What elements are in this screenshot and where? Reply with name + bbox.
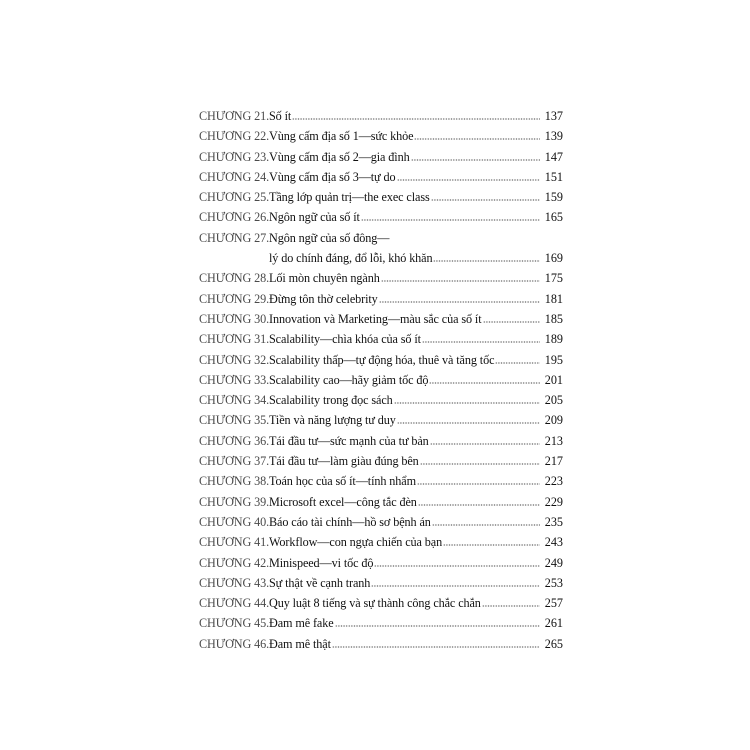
chapter-title: Ngôn ngữ của số đông— <box>269 230 390 245</box>
toc-entry <box>199 410 563 430</box>
page-number: 217 <box>544 454 563 469</box>
dot-leader <box>397 416 540 424</box>
toc-entry <box>199 147 563 167</box>
dot-leader <box>411 153 540 161</box>
dot-leader <box>420 457 540 465</box>
table-of-contents <box>199 106 563 654</box>
toc-entry <box>199 492 563 512</box>
chapter-number: CHƯƠNG 40. <box>199 514 270 529</box>
chapter-number: CHƯƠNG 26. <box>199 210 270 225</box>
dot-leader <box>394 396 540 404</box>
page-number: 147 <box>544 149 563 164</box>
toc-entry <box>199 106 563 126</box>
toc-entry <box>199 207 563 227</box>
chapter-title: Báo cáo tài chính—hồ sơ bệnh án <box>269 514 431 529</box>
toc-entry <box>199 532 563 552</box>
page-number: 165 <box>544 210 563 225</box>
chapter-number: CHƯƠNG 27. <box>199 230 270 245</box>
chapter-number: CHƯƠNG 30. <box>199 311 270 326</box>
page-number: 159 <box>544 190 563 205</box>
chapter-number: CHƯƠNG 36. <box>199 433 270 448</box>
dot-leader <box>431 193 540 201</box>
dot-leader <box>418 498 540 506</box>
page-number: 201 <box>544 372 563 387</box>
chapter-title: Scalability trong đọc sách <box>269 393 393 408</box>
page-number: 253 <box>544 575 563 590</box>
page-number: 195 <box>544 352 563 367</box>
dot-leader <box>432 518 540 526</box>
chapter-number: CHƯƠNG 45. <box>199 616 270 631</box>
chapter-title: Đam mê fake <box>269 616 334 631</box>
page-number: 257 <box>544 596 563 611</box>
toc-entry <box>199 573 563 593</box>
toc-entry <box>199 350 563 370</box>
toc-entry <box>199 268 563 288</box>
toc-entry <box>199 613 563 633</box>
dot-leader <box>374 559 540 567</box>
page-number: 189 <box>544 332 563 347</box>
toc-entry <box>199 471 563 491</box>
page-number: 137 <box>544 109 563 123</box>
chapter-number: CHƯƠNG 29. <box>199 291 270 306</box>
chapter-title: Ngôn ngữ của số ít <box>269 210 360 225</box>
chapter-title: Scalability cao—hãy giảm tốc độ <box>269 372 429 387</box>
toc-entry <box>199 187 563 207</box>
dot-leader <box>495 356 540 364</box>
dot-leader <box>433 254 540 262</box>
dot-leader <box>429 376 540 384</box>
toc-entry <box>199 228 563 248</box>
chapter-title: Quy luật 8 tiếng và sự thành công chắc chắn <box>269 596 481 611</box>
toc-entry <box>199 512 563 532</box>
chapter-number: CHƯƠNG 35. <box>199 413 270 428</box>
chapter-number: CHƯƠNG 33. <box>199 372 270 387</box>
toc-entry <box>199 370 563 390</box>
chapter-title: Toán học của số ít—tính nhẩm <box>269 474 416 489</box>
page-number: 249 <box>544 555 563 570</box>
dot-leader <box>381 274 540 282</box>
chapter-title: Tái đầu tư—làm giàu đúng bên <box>269 454 419 469</box>
dot-leader <box>292 112 540 120</box>
dot-leader <box>443 538 540 546</box>
chapter-number: CHƯƠNG 34. <box>199 393 270 408</box>
dot-leader <box>417 477 540 485</box>
dot-leader <box>430 437 540 445</box>
chapter-title: Scalability thấp—tự động hóa, thuê và tăng tốc <box>269 352 495 367</box>
dot-leader <box>414 132 540 140</box>
page-number: 185 <box>544 311 563 326</box>
chapter-title: Vùng cấm địa số 3—tự do <box>269 169 396 184</box>
dot-leader <box>379 295 540 303</box>
chapter-title: Số ít <box>269 109 292 123</box>
chapter-title: Sự thật về cạnh tranh <box>269 575 371 590</box>
toc-entry <box>199 553 563 573</box>
chapter-number: CHƯƠNG 43. <box>199 575 270 590</box>
toc-entry <box>199 390 563 410</box>
chapter-number: CHƯƠNG 44. <box>199 596 270 611</box>
chapter-title: Vùng cấm địa số 2—gia đình <box>269 149 410 164</box>
dot-leader <box>361 213 540 221</box>
page-number: 213 <box>544 433 563 448</box>
page-number: 223 <box>544 474 563 489</box>
chapter-number: CHƯƠNG 21. <box>199 109 270 123</box>
toc-entry <box>199 634 563 654</box>
chapter-number: CHƯƠNG 23. <box>199 149 270 164</box>
page-number: 175 <box>544 271 563 286</box>
chapter-number: CHƯƠNG 28. <box>199 271 270 286</box>
chapter-title: Scalability—chìa khóa của số ít <box>269 332 421 347</box>
chapter-number: CHƯƠNG 42. <box>199 555 270 570</box>
chapter-title: Minispeed—vi tốc độ <box>269 555 374 570</box>
chapter-number: CHƯƠNG 41. <box>199 535 270 550</box>
dot-leader <box>335 619 540 627</box>
chapter-title: Tái đầu tư—sức mạnh của tư bản <box>269 433 429 448</box>
chapter-title: Tiền và năng lượng tư duy <box>269 413 396 428</box>
toc-entry <box>199 431 563 451</box>
chapter-title: lý do chính đáng, đổ lỗi, khó khăn <box>269 251 433 266</box>
chapter-title: Đam mê thật <box>269 636 331 651</box>
dot-leader <box>422 335 540 343</box>
chapter-title: Workflow—con ngựa chiến của bạn <box>269 535 443 550</box>
page-number: 139 <box>544 129 563 144</box>
dot-leader <box>397 173 540 181</box>
chapter-title: Lối mòn chuyên ngành <box>269 271 380 286</box>
page-number: 261 <box>544 616 563 631</box>
chapter-number: CHƯƠNG 31. <box>199 332 270 347</box>
toc-entry <box>199 167 563 187</box>
chapter-number: CHƯƠNG 38. <box>199 474 270 489</box>
chapter-number: CHƯƠNG 46. <box>199 636 270 651</box>
chapter-number: CHƯƠNG 37. <box>199 454 270 469</box>
page-number: 229 <box>544 494 563 509</box>
toc-entry <box>199 593 563 613</box>
dot-leader <box>483 315 540 323</box>
chapter-title: Innovation và Marketing—màu sắc của số ít <box>269 311 482 326</box>
page-number: 243 <box>544 535 563 550</box>
dot-leader <box>482 599 540 607</box>
toc-entry <box>199 126 563 146</box>
toc-entry <box>199 309 563 329</box>
toc-entry <box>199 329 563 349</box>
chapter-number: CHƯƠNG 39. <box>199 494 270 509</box>
dot-leader <box>332 640 540 648</box>
chapter-title: Đừng tôn thờ celebrity <box>269 291 378 306</box>
page-number: 209 <box>544 413 563 428</box>
chapter-number: CHƯƠNG 25. <box>199 190 270 205</box>
chapter-title: Microsoft excel—công tắc đèn <box>269 494 417 509</box>
page-number: 151 <box>544 169 563 184</box>
toc-entry <box>199 451 563 471</box>
dot-leader <box>371 579 540 587</box>
toc-entry <box>199 289 563 309</box>
chapter-title: Tầng lớp quản trị—the exec class <box>269 190 430 205</box>
chapter-title: Vùng cấm địa số 1—sức khỏe <box>269 129 414 144</box>
page-number: 205 <box>544 393 563 408</box>
page-number: 169 <box>544 251 563 266</box>
page-number: 181 <box>544 291 563 306</box>
page-number: 265 <box>544 636 563 651</box>
chapter-number: CHƯƠNG 24. <box>199 169 270 184</box>
chapter-number: CHƯƠNG 22. <box>199 129 270 144</box>
chapter-number: CHƯƠNG 32. <box>199 352 270 367</box>
page-number: 235 <box>544 514 563 529</box>
toc-entry <box>199 248 563 268</box>
